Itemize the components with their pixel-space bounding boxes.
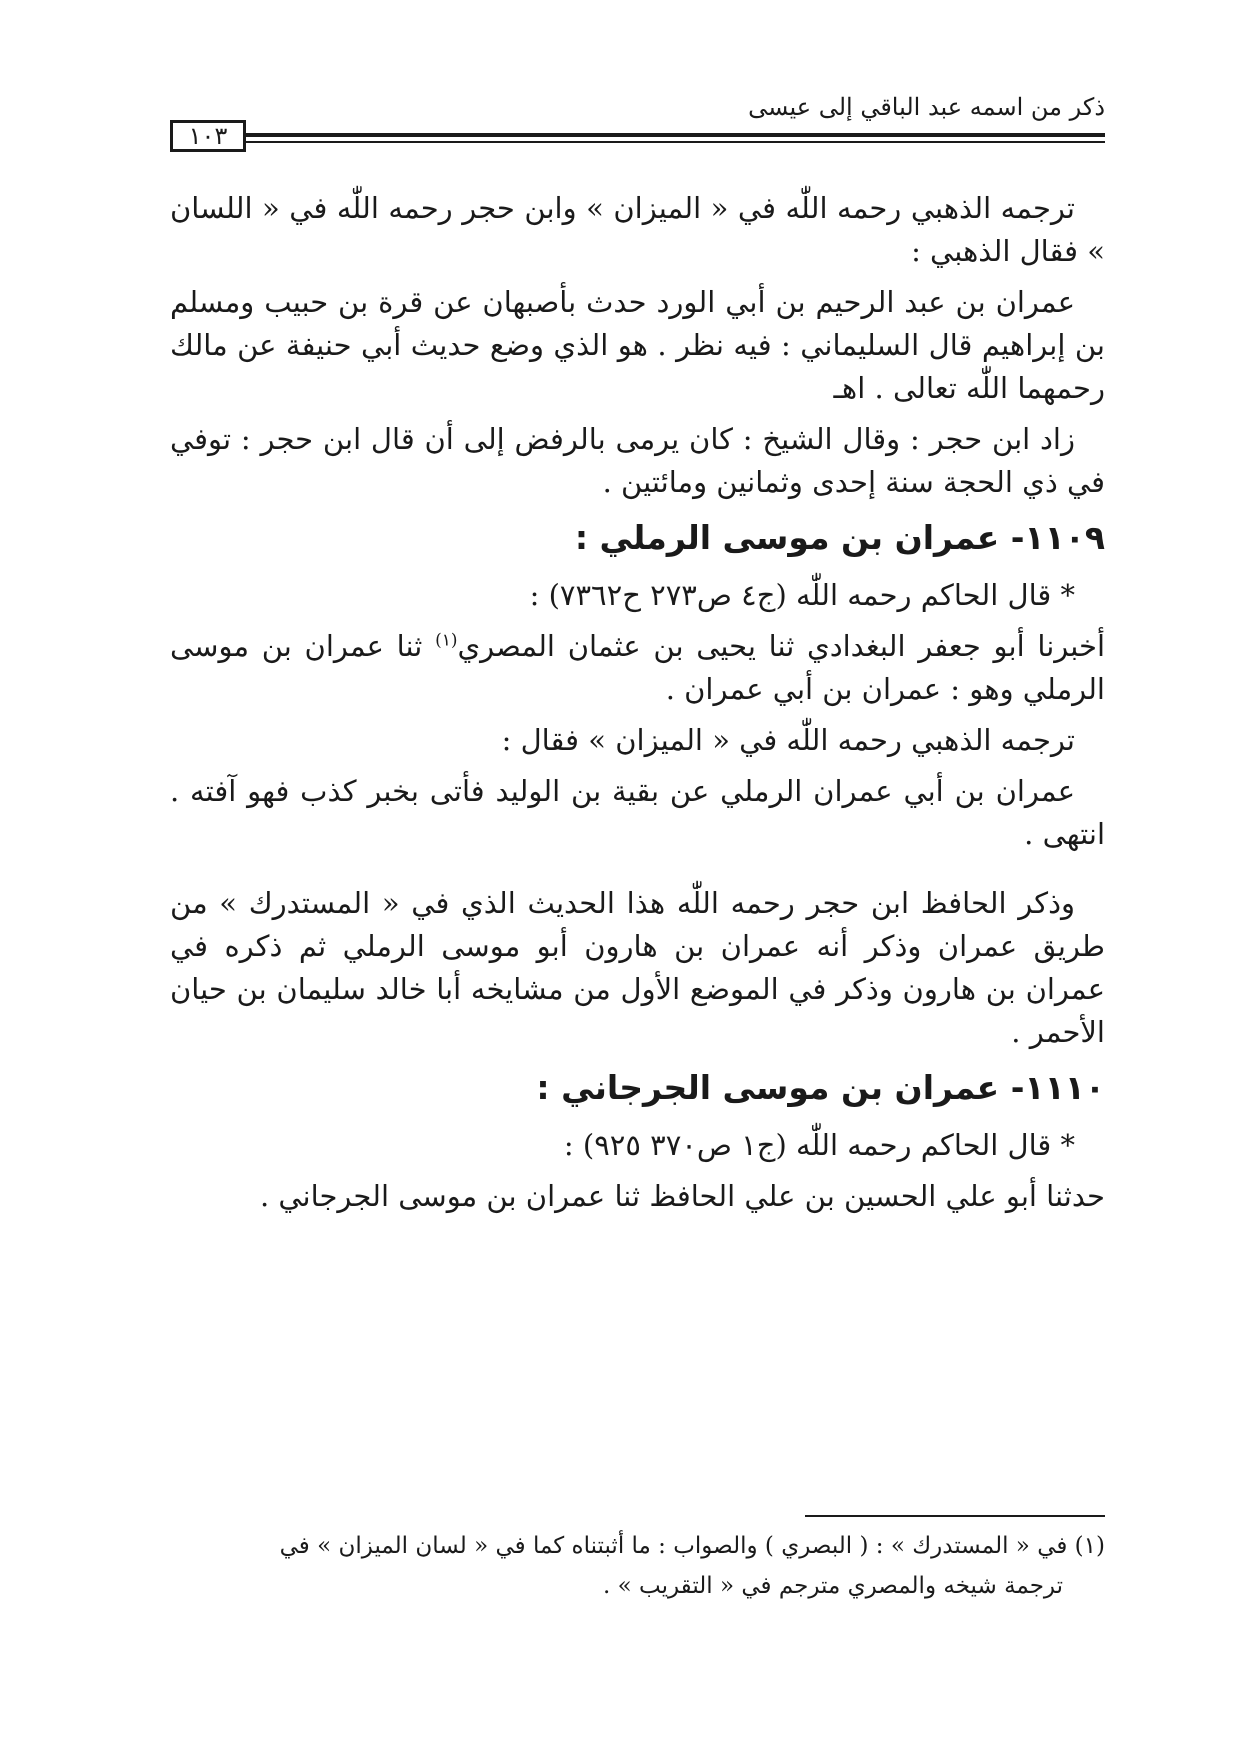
- paragraph-tarjama-mizan: ترجمه الذهبي رحمه اللّٰه في « الميزان » فقال :: [501, 723, 1075, 757]
- running-head: ذكر من اسمه عبد الباقي إلى عيسى: [748, 93, 1105, 121]
- entry-heading-1110: ١١١٠- عمران بن موسى الجرجاني :: [536, 1068, 1105, 1107]
- paragraph-tarjama-dhahabi: ترجمه الذهبي رحمه اللّٰه في « الميزان » وابن حجر رحمه اللّٰه في « اللسان » فقال الذهبي :: [170, 191, 1105, 268]
- footnote-rule: [805, 1515, 1105, 1517]
- paragraph-hafiz-ibn-hajar: وذكر الحافظ ابن حجر رحمه اللّٰه هذا الحديث الذي في « المستدرك » من طريق عمران وذكر أنه عمران بن هارون أبو موسى الرملي ثم ذكره في عمران بن هارون وذكر في الموضع الأول من مشايخه أبا خالد سليمان بن حيان الأحمر .: [170, 886, 1105, 1049]
- paragraph-ibn-hajar-addition: زاد ابن حجر : وقال الشيخ : كان يرمى بالرفض إلى أن قال ابن حجر : توفي في ذي الحجة سنة إحدى وثمانين ومائتين .: [170, 422, 1105, 499]
- paragraph-gap: [170, 864, 1105, 882]
- footnote-1: [170, 1526, 1105, 1566]
- paragraph-imran-abi-imran: عمران بن أبي عمران الرملي عن بقية بن الوليد فأتى بخبر كذب فهو آفته . انتهى .: [170, 774, 1105, 851]
- footnote-1-continuation: ترجمة شيخه والمصري مترجم في « التقريب » .: [603, 1573, 1063, 1599]
- isnad-1109-part2: ثنا عمران بن موسى الرملي وهو : عمران بن أبي عمران .: [170, 629, 1105, 706]
- paragraph-imran-abdulrahim: عمران بن عبد الرحيم بن أبي الورد حدث بأصبهان عن قرة بن حبيب ومسلم بن إبراهيم قال السليماني : فيه نظر . هو الذي وضع حديث أبي حنيفة عن مالك رحمهما اللّٰه تعالى . اهـ: [170, 285, 1105, 405]
- hakim-source-1109: * قال الحاكم رحمه اللّٰه (ج٤ ص٢٧٣ ح٧٣٦٢) :: [529, 578, 1075, 612]
- page-number: ١٠٣: [170, 120, 246, 152]
- isnad-1110: حدثنا أبو علي الحسين بن علي الحافظ ثنا عمران بن موسى الجرجاني .: [259, 1179, 1105, 1213]
- main-text: [170, 187, 1105, 1226]
- footnotes: [170, 1526, 1105, 1606]
- entry-heading-1109: ١١٠٩- عمران بن موسى الرملي :: [574, 518, 1105, 557]
- header-rule: [240, 133, 1105, 143]
- footnote-text-line1: في « المستدرك » : ( البصري ) والصواب : ما أثبتناه كما في « لسان الميزان » في: [279, 1533, 1068, 1559]
- book-page: [170, 80, 1105, 1720]
- hakim-source-1110: * قال الحاكم رحمه اللّٰه (ج١ ص٣٧٠ ٩٢٥) :: [563, 1128, 1075, 1162]
- isnad-1109: [170, 625, 1105, 711]
- footnote-marker: (١): [435, 630, 458, 651]
- footnote-number: (١): [1074, 1533, 1105, 1559]
- isnad-1109-part1: أخبرنا أبو جعفر البغدادي ثنا يحيى بن عثمان المصري: [457, 629, 1106, 663]
